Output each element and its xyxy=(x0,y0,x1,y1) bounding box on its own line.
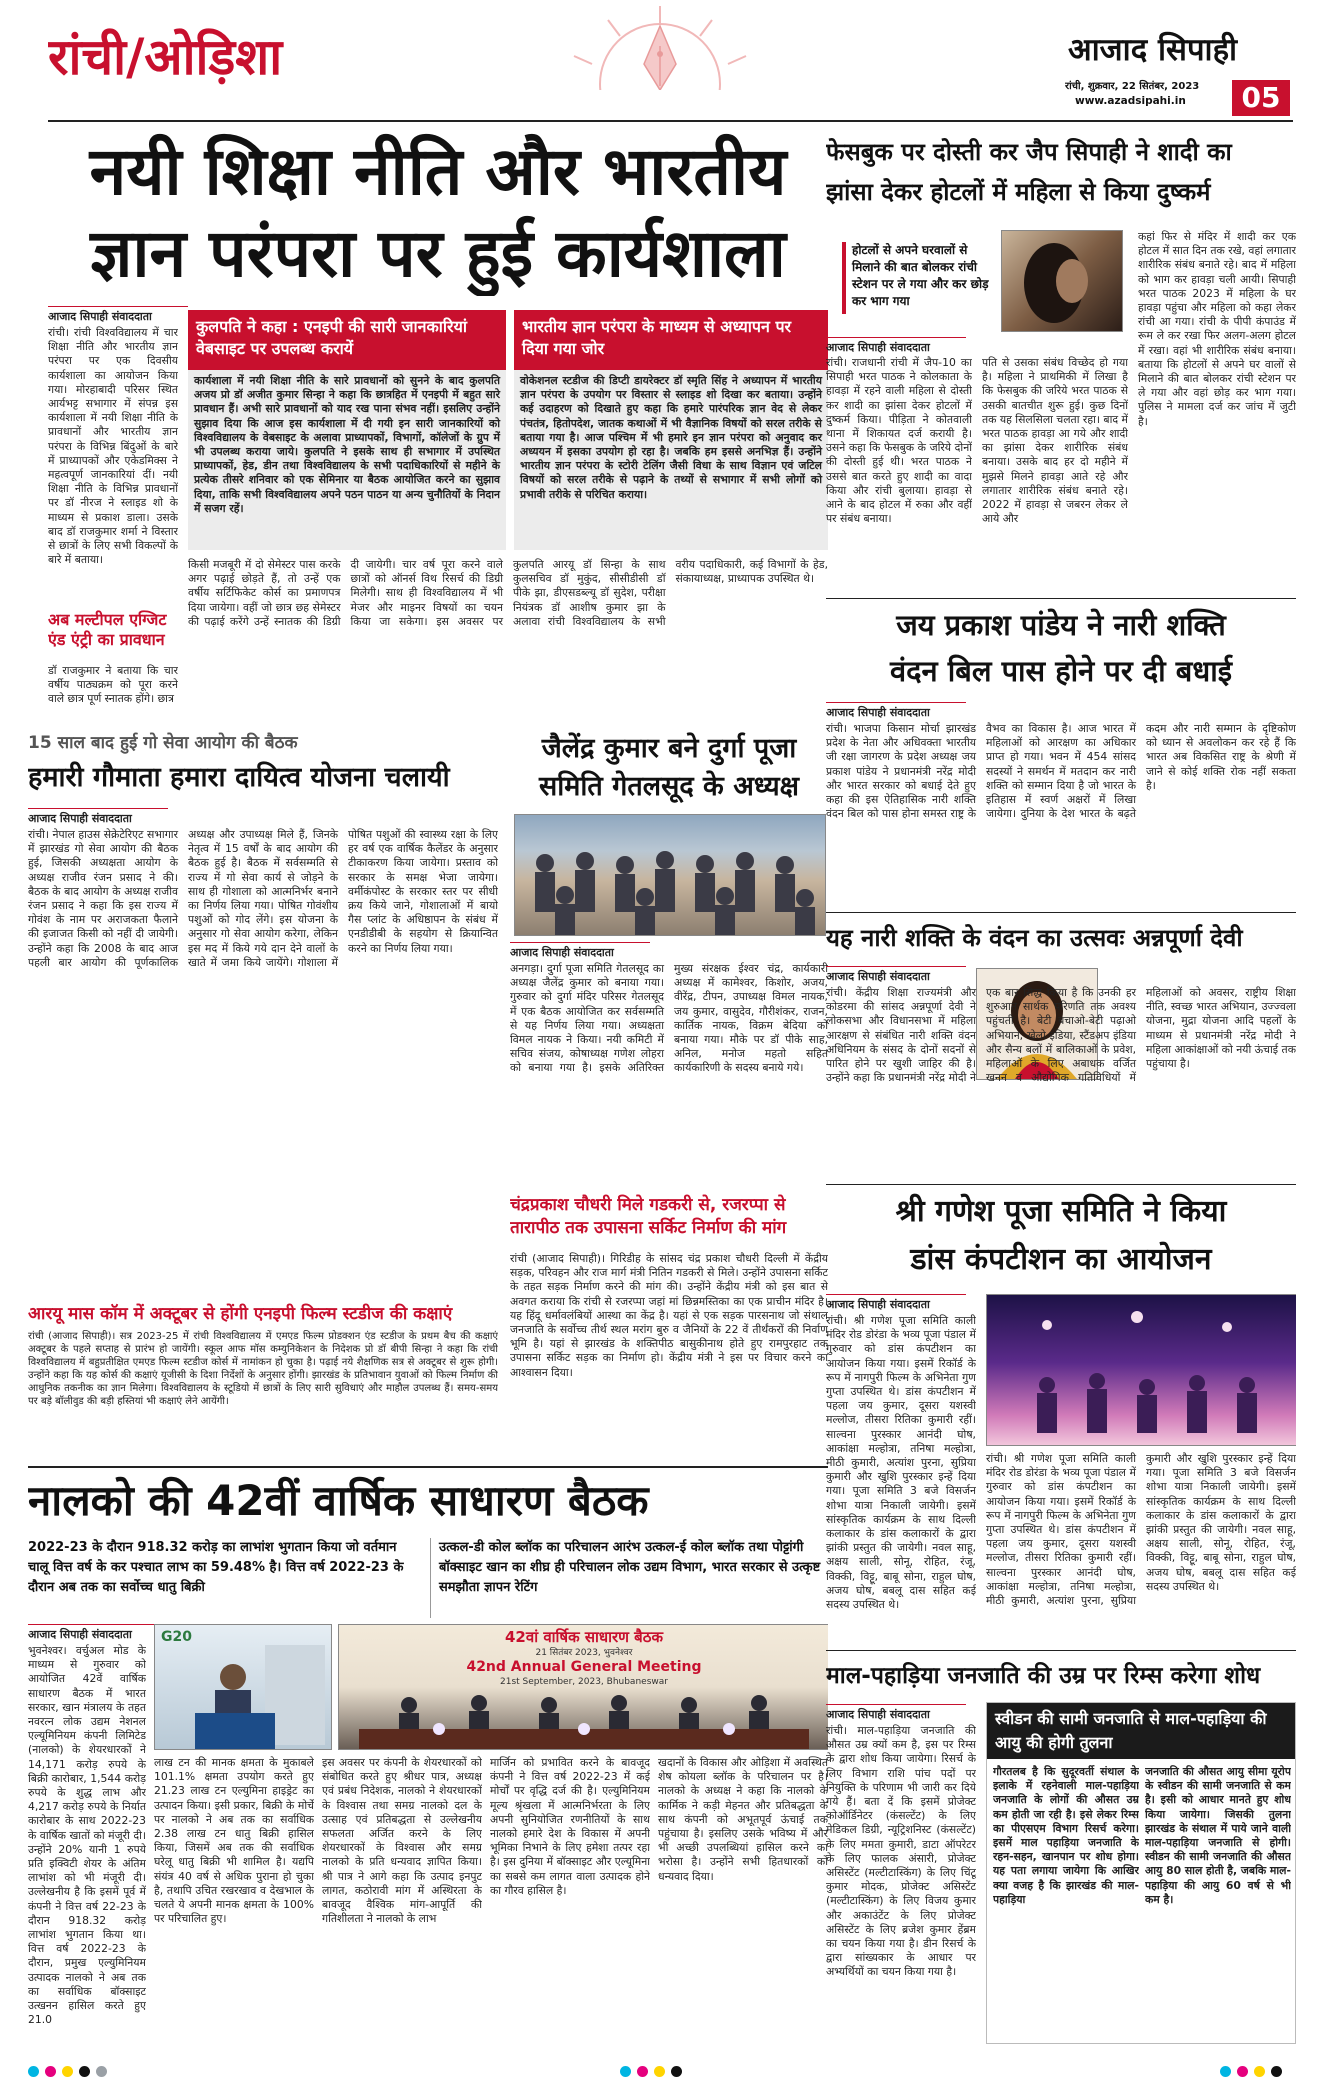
reg-dot xyxy=(45,2066,56,2077)
nalco-col3: इस अवसर पर कंपनी के शेयरधारकों को संबोधित करते हुए श्रीधर पात्र, अध्यक्ष एवं प्रबंध निदेशक, नालको ने शेयरधारकों के विश्वास तथा समग्र नालको दल के उत्साह एवं प्रतिबद्धता से उल्लेखनीय सफलता अर्जित करने के लिए शेयरधारकों के विश्वास और समग्र नालको के प्रति धन्यवाद ज्ञापित किया। श्री पात्र ने आगे कहा कि उत्पाद इनपुट लागत, कठोरावी मांग में अस्थिरता के बावजूद वैश्विक मांग-आपूर्ति की गतिशीलता ने नालको के लाभ xyxy=(322,1756,482,1926)
ganesh-stage-photo xyxy=(986,1294,1296,1446)
nalco-top-divider xyxy=(28,1466,828,1468)
ganesh-headline-line2: डांस कंपटीशन का आयोजन xyxy=(910,1242,1212,1277)
reg-dot xyxy=(28,2066,39,2077)
lead-headline-line2: ज्ञान परंपरा पर हुई कार्यशाला xyxy=(90,215,786,292)
nalco-col5: खदानों के विकास और ओड़िशा में अवस्थित शेष कोयला ब्लॉक के परिचालन पर है। नालको के अध्यक्ष ने कहा कि नालको के कार्मिक ने कड़ी मेहनत और प्रतिबद्धता के साथ कंपनी को अभूतपूर्व ऊंचाई तक पहुंचाया है। इसलिए उसके भविष्य में और भी अच्छी उपलब्धियां हासिल करने का भरोसा है। उन्होंने सभी हितधारकों को धन्यवाद दिया। xyxy=(658,1756,828,1883)
ganesh-text: रांची। श्री गणेश पूजा समिति काली मंदिर रोड डोरंडा के भव्य पूजा पंडाल में गुरुवार को डांस कंपटीशन का आयोजन किया गया। इसमें रिकॉर्ड के रूप में नागपुरी फिल्म के अभिनेता गुण गुप्ता उपस्थित थे। डांस कंपटीशन में पहला जय कुमार, दूसरा यशस्वी मल्लोज, तीसरा रितिका कुमारी रहीं। साल्वना पुरस्कार आनंदी घोष, आकांक्षा मल्होत्रा, तनिषा मल्होत्रा, मीठी कुमारी, अत्यांश पुरना, सुप्रिया कुमारी और खुशि पुरस्कार इन्हें दिया गया। पूजा समिति 3 बजे विसर्जन शोभा यात्रा निकाली जायेगी। इसमें सांस्कृतिक कार्यक्रम के साथ दिल्ली कलाकार के डांस कलाकारों के द्वारा झांकी प्रस्तुत की जायेगी। नवल साहू, अक्षय साली, सोनू, रोहित, रंजू, विक्की, विट्टू, बाबू सोना, राहुल घोष, अजय घोष, बबलू दास सहित कई सदस्य उपस्थित थे। xyxy=(826,1314,976,1612)
jailendra-text: अनगड़ा। दुर्गा पूजा समिति गेतलसूद का अध्यक्ष जैलेंद्र कुमार को बनाया गया। गुरुवार को दुर्गा मंदिर परिसर गेतलसूद में एक बैठक आयोजित कर सर्वसम्मति से यह निर्णय लिया गया। अध्यक्षता विमल नायक ने किया। नयी कमिटी में सचिव संजय, कोषाध्यक्ष गणेश लोहरा को बनाया गया है। इसके अतिरिक्त मुख्य संरक्षक ईश्वर चंद्र, कार्यकारी अध्यक्ष में कामेश्वर, किशोर, अजय, वीरेंद्र, टीपन, उपाध्यक्ष विमल नायक, जय कुमार, वासुदेव, गौरीशंकर, राजन, कार्तिक नायक, विक्रम बेदिया को बनाया गया। मौके पर डॉ पीके साह, अनिल, मनोज महतो सहित कार्यकारिणी के सदस्य बनाये गये। xyxy=(510,962,828,1075)
agm-banner-date: 21 सितंबर 2023, भुवनेश्वर xyxy=(535,1648,633,1658)
agm-banner-english-date: 21st September, 2023, Bhubaneswar xyxy=(500,1677,668,1687)
rims-text: रांची। माल-पहाड़िया जनजाति की औसत उम्र क्यों कम है, इस पर रिम्स के द्वारा शोध किया जायेगा। रिसर्च के लिए विभाग राशि पांच पदों पर नियुक्ति के परिणाम भी जारी कर दिये गये हैं। बता दें कि इसमें प्रोजेक्ट कोऑर्डिनेटर (कंसल्टेंट) के लिए मेडिकल डिग्री, न्यूट्रिशनिस्ट (कंसल्टेंट) के लिए ममता कुमारी, डाटा ऑपरेटर के लिए फालक अंसारी, प्रोजेक्ट असिस्टेंट (मल्टीटास्किंग) के लिए चिंटू कुमार मोदक, प्रोजेक्ट असिस्टेंट (मल्टीटास्किंग) के लिए विजय कुमार और अकाउंटेंट के लिए प्रोजेक्ट असिस्टेंट के लिए ब्रजेश कुमार हेंब्रम का चयन किया गया है। डीन रिसर्च के द्वारा सांख्यकार के आधार पर अभ्यर्थियों का चयन किया गया है। xyxy=(826,1724,976,1979)
fb-story xyxy=(826,132,1296,596)
fb-byline: आजाद सिपाही संवाददाता xyxy=(826,337,966,355)
pen-nib-icon xyxy=(560,6,760,90)
film-text: रांची (आजाद सिपाही)। सत्र 2023-25 में रांची विश्वविद्यालय में एमएड फिल्म प्रोडक्शन एंड स्टडीज के प्रथम बैच की कक्षाएं अक्टूबर के पहले सप्ताह से प्रारंभ हो जायेंगी। स्कूल आफ मॉस कम्युनिकेशन के निदेशक प्रो डॉ बीपी सिन्हा ने कहा कि रांची विश्वविद्यालय में बहुप्रतीक्षित एमएड फिल्म स्टडीज कोर्स में नामांकन हो चुका है। पढ़ाई नये शैक्षणिक सत्र से अक्टूबर से शुरू होगी। उन्होंने कहा कि यह कोर्स की कक्षाएं यूजीसी के दिशा निर्देशों के अनुसार होंगी। झारखंड के प्रतिभावान युवाओं को फिल्म निर्माण की आधुनिक तकनीक का ज्ञान मिलेगा। विश्वविद्यालय के स्टूडियो में छात्रों के लिए सारी सुविधाएं और माहौल उपलब्ध हैं। समय-समय पर बड़े बॉलीवुड की बड़ी हस्तियां भी कक्षाएं लेने आयेंगी। xyxy=(28,1331,498,1407)
registration-dots-right xyxy=(1220,2066,1282,2077)
nalco-deck-right: उत्कल-डी कोल ब्लॉक का परिचालन आरंभ उत्कल-ई कोल ब्लॉक तथा पोट्टांगी बॉक्साइट खान का शीघ्र ही परिचालन लोक उद्यम विभाग, भारत सरकार से उत्कृष्ट समझौता ज्ञापन रेटिंग xyxy=(430,1538,828,1618)
reg-dot xyxy=(1271,2066,1282,2077)
right-divider-4 xyxy=(826,1650,1296,1651)
ganesh-story xyxy=(826,1188,1296,1648)
rims-inset-head: स्वीडन की सामी जनजाति से माल-पहाड़िया की आयु की होगी तुलना xyxy=(987,1703,1296,1759)
right-divider-1 xyxy=(826,598,1296,599)
gadkari-text: रांची (आजाद सिपाही)। गिरिडीह के सांसद चंद्र प्रकाश चौधरी दिल्ली में केंद्रीय सड़क, परिवहन और राज मार्ग मंत्री नितिन गडकरी से मिले। उन्होंने उपासना सर्किट के तहत सड़क निर्माण करने की मांग की। उन्होंने केंद्रीय मंत्री को इस बात से अवगत कराया कि रांची से रजरप्पा जहां मां छिन्नमस्तिका का एक प्राचीन मंदिर है। यह हिंदू धर्मावलंबियों आस्था का केंद्र है। यहां से एक सड़क पारसनाथ जो संथाल जनजाति के सर्वोच्च तीर्थ स्थल मरांग बुरु व जैनियों के 22 वें तीर्थंकरों की निर्वाण भूमि है। यहां से झारखंड के शक्तिपीठ बासुकीनाथ होते हुए रामपुरहाट तक उपासना सर्किट सड़क का निर्माण हो। केंद्रीय मंत्री ने इस पर विचार करने का आश्वासन दिया। xyxy=(510,1252,828,1379)
right-divider-3 xyxy=(826,1184,1296,1185)
lead-story xyxy=(48,130,828,730)
nalco-deck-left: 2022-23 के दौरान 918.32 करोड़ का लाभांश भुगतान किया जो वर्तमान चालू वित्त वर्ष के कर पश्चात लाभ का 59.48% है। वित्त वर्ष 2022-23 के दौरान अब तक का सर्वोच्च धातु बिक्री xyxy=(28,1540,404,1595)
reg-dot xyxy=(654,2066,665,2077)
reg-dot xyxy=(79,2066,90,2077)
website: www.azadsipahi.in xyxy=(1075,95,1186,107)
rims-inset-text2: जनजाति की औसत आयु सीमा यूरोप के स्वीडन की सामी जनजाति से कम है। इसी को आधार मानते हुए शोध किया जायेगा। जिसकी तुलना झारखंड के संथाल में पाये जाने वाली माल-पहाड़िया जनजाति से होगी। स्वीडन की सामी जनजाति की औसत आयु 80 साल होती है, जबकि माल-पहाड़िया की आयु 60 वर्ष से भी कम है। xyxy=(1145,1765,1291,1906)
rims-inset-text1: गौरतलब है कि सुदूरवर्ती संथाल के इलाके में रहनेवाली माल-पहाड़िया जनजाति के लोगों की औसत उम्र कम होती जा रही है। इसे लेकर रिम्स का पीएसएम विभाग रिसर्च करेगा। इसमें माल पहाड़िया जनजाति के रहन-सहन, खानपान पर शोध होगा। यह पता लगाया जायेगा कि आखिर क्या वजह है कि झारखंड की माल-पहाड़िया xyxy=(993,1765,1139,1906)
jp-byline: आजाद सिपाही संवाददाता xyxy=(826,702,966,720)
nalco-photo-speaker xyxy=(154,1624,332,1750)
lead-sub-exit-entry: अब मल्टीपल एग्जिट एंड एंट्री का प्रावधान xyxy=(48,610,167,649)
gadkari-story xyxy=(510,1194,828,1464)
annapurna-text: रांची। केंद्रीय शिक्षा राज्यमंत्री और कोडरमा की सांसद अन्नपूर्णा देवी ने लोकसभा और विधानसभा में महिला आरक्षण से संबंधित नारी शक्ति वंदन अधिनियम के संसद के दोनों सदनों से पारित होने पर खुशी जाहिर की है। उन्होंने कहा कि प्रधानमंत्री नरेंद्र मोदी ने एक बार सिद्ध किया है कि उनकी हर शुरुआत सार्थक परिणति तक अवश्य पहुंचती है। बेटी बचाओ-बेटी पढ़ाओ अभियान, खेलो इंडिया, स्टैंडअप इंडिया और सैन्य बलों में बालिकाओं के प्रवेश, महिलाओं के लिए अबाधक वर्जित खनन व औद्योगिक गतिविधियों में महिलाओं को अवसर, राष्ट्रीय शिक्षा नीति, स्वच्छ भारत अभियान, उज्ज्वला योजना, मुद्रा योजना आदि पहलों के माध्यम से प्रधानमंत्री नरेंद्र मोदी ने महिला आकांक्षाओं को नयी ऊंचाई तक पहुंचाया है। xyxy=(826,986,1296,1085)
nalco-headline: नालको की 42वीं वार्षिक साधारण बैठक xyxy=(28,1476,649,1525)
rims-story xyxy=(826,1654,1296,2050)
gau-byline: आजाद सिपाही संवाददाता xyxy=(28,808,168,826)
edition-label: रांची/ओड़िशा xyxy=(48,28,283,86)
nalco-agm-banner xyxy=(338,1624,828,1750)
jailendra-byline: आजाद सिपाही संवाददाता xyxy=(510,942,650,960)
jailendra-group-photo xyxy=(514,814,826,936)
jp-headline-line1: जय प्रकाश पांडेय ने नारी शक्ति xyxy=(896,608,1226,642)
reg-dot xyxy=(637,2066,648,2077)
gau-text: रांची। नेपाल हाउस सेक्रेटेरिएट सभागार में झारखंड गो सेवा आयोग की बैठक हुई, जिसकी अध्यक्षता आयोग के अध्यक्ष राजीव रंजन प्रसाद ने की। बैठक के बाद आयोग के अध्यक्ष राजीव रंजन प्रसाद ने कहा कि इस राज्य में गोवंश के नाम पर अराजकता फैलाने की इजाजत किसी को नहीं दी जायेगी। उन्होंने कहा कि 2008 के बाद आज पहली बार आयोग की पूर्णकालिक अध्यक्ष और उपाध्यक्ष मिले हैं, जिनके नेतृत्व में 15 वर्षों के बाद आयोग की बैठक हुई है। बैठक में सर्वसम्मति से राज्य में गो सेवा कार्य से जोड़ने के साथ ही गोशाला को आत्मनिर्भर बनाने का निर्णय लिया गया। पोषित गोवंशीय पशुओं को गोद लेंगे। इस योजना के अनुसार गो सेवा आयोग करेगा, लेकिन इस मद में किये गये दान देने वालों के खाते में जमा किये जायेंगे। गोशाला में पोषित पशुओं की स्वास्थ्य रक्षा के लिए हर वर्ष एक वार्षिक कैलेंडर के अनुसार टीकाकरण किया जायेगा। प्रस्ताव को सरकार के समक्ष भेजा जायेगा। वर्मीकंपोस्ट के सरकार स्तर पर सीधी क्रय किये जाने, गोशालाओं में बायो गैस प्लांट के अधिष्ठापन के संबंध में एनडीडीबी के सहयोग से क्रियान्वित करने का निर्णय लिया गया। xyxy=(28,828,498,969)
ganesh-headline-line1: श्री गणेश पूजा समिति ने किया xyxy=(895,1194,1227,1229)
reg-dot xyxy=(1254,2066,1265,2077)
film-story xyxy=(28,1302,498,1464)
fb-col3: कहां फिर से मंदिर में शादी कर एक होटल में सात दिन तक रखे, वहां लगातार शारीरिक संबंध बनाते रहे। बाद में महिला को भाग कर हावड़ा चली आयी। सिपाही भरत पाठक 2023 में महिला के घर हावड़ा पहुंचा और महिला को कहा लेकर रांची आ गया। रांची के पीपी कंपाउंड में रूम ले कर रखा फिर अलग-अलग होटल में रखा। वहां भी शारीरिक संबंध बनाया। बताया कि होटलों से अपने घर वालों से मिलाने की बात बोलकर रांची स्टेशन पर ले गया और वहां छोड़ कर भाग गया। पुलिस ने मामला दर्ज कर जांच में जुटी है। xyxy=(1138,230,1296,428)
agm-banner-hindi: 42वां वार्षिक साधारण बैठक xyxy=(505,1628,663,1646)
agm-banner-english: 42nd Annual General Meeting xyxy=(466,1659,702,1675)
rims-headline: माल-पहाड़िया जनजाति की उम्र पर रिम्स करेगा शोध xyxy=(826,1663,1261,1689)
page-number: 05 xyxy=(1232,80,1290,116)
bhartiya-box-head: भारतीय ज्ञान परंपरा के माध्यम से अध्यापन पर दिया गया जोर xyxy=(514,310,828,370)
fb-col2: पति से उसका संबंध विच्छेद हो गया है। महिला ने प्राथमिकी में लिखा है कि फेसबुक की जरिये भरत पाठक से उसकी बातचीत शुरू हुई। कुछ दिनों तक यह सिलसिला चलता रहा। बाद में भरत पाठक हावड़ा आ गये और शादी का झांसा देकर शारीरिक संबंध बनाया। उसके बाद हर दो महीने में मुझसे मिलने हावड़ा आते रहे और लगातार शारीरिक संबंध बनाते रहे। 2022 में हावड़ा से जबरन लेकर ले आये और xyxy=(982,356,1128,526)
fb-pull-quote: होटलों से अपने घरवालों से मिलाने की बात बोलकर रांची स्टेशन पर ले गया और कर छोड़ कर भाग गया xyxy=(842,242,992,314)
nalco-story xyxy=(28,1470,828,2050)
reg-dot xyxy=(1220,2066,1231,2077)
masthead-divider xyxy=(48,120,1293,122)
jp-story xyxy=(826,602,1296,912)
fb-headline-line1: फेसबुक पर दोस्ती कर जैप सिपाही ने शादी का xyxy=(826,138,1232,166)
reg-dot xyxy=(671,2066,682,2077)
reg-dot xyxy=(1237,2066,1248,2077)
dateline: रांची, शुक्रवार, 22 सितंबर, 2023 xyxy=(1065,81,1200,92)
gau-story xyxy=(28,730,498,1300)
jp-text: रांची। भाजपा किसान मोर्चा झारखंड प्रदेश के नेता और अधिवक्ता भारतीय जी रक्षा जागरण के प्रदेश अध्यक्ष जय प्रकाश पांडेय ने प्रधानमंत्री नरेंद्र मोदी और भारत सरकार को बधाई देते हुए कहा की इस ऐतिहासिक नारी शक्ति वंदन बिल को पास होना समस्त राष्ट्र के वैभव का विकास है। आज भारत में महिलाओं को आरक्षण का अधिकार प्राप्त हो गया। भवन में 454 सांसद सदस्यों ने समर्थन में मतदान कर नारी शक्ति को सम्मान दिया है जो भारत के इतिहास में स्वर्ण अक्षरों में लिखा जायेगा। दुनिया के देश भारत के बढ़ते कदम और नारी सम्मान के दृष्टिकोण को ध्यान से अवलोकन कर रहे हैं कि भारत अब विकसित राष्ट्र के श्रेणी में जाने से कोई शक्ति रोक नहीं सकता है। xyxy=(826,722,1296,821)
gau-kicker: 15 साल बाद हुई गो सेवा आयोग की बैठक xyxy=(28,733,298,753)
lead-col-lower: किसी मजबूरी में दो सेमेस्टर पास करके अगर पढ़ाई छोड़ते हैं, तो उन्हें एक वर्षीय सर्टिफिकेट कोर्स का प्रमाणपत्र दिया जायेगा। वहीं जो छात्र छह सेमेस्टर की पढ़ाई करेंगे उन्हें स्नातक की डिग्री दी जायेगी। चार वर्ष पूरा करने वाले छात्रों को ऑनर्स विथ रिसर्च की डिग्री मिलेगी। साथ ही विश्वविद्यालय में भी मेजर और माइनर विषयों का चयन किया जा सकेगा। इस अवसर पर कुलपति आरयू डॉ सिन्हा के साथ कुलसचिव डॉ मुकुंद, सीसीडीसी डॉ पीके झा, डीएसडब्ल्यू डॉ सुदेश, परीक्षा नियंत्रक डॉ आशीष कुमार झा के अलावा रांची विश्वविद्यालय के सभी वरीय पदाधिकारी, कई विभागों के हेड, संकायाध्यक्ष, प्राध्यापक उपस्थित थे। xyxy=(188,558,828,628)
g20-label: G20 xyxy=(161,1629,192,1645)
annapurna-byline: आजाद सिपाही संवाददाता xyxy=(826,966,966,984)
bhartiya-box-text: वोकेशनल स्टडीज की डिप्टी डायरेक्टर डॉ स्मृति सिंह ने अध्यापन में भारतीय ज्ञान परंपरा के उपयोग पर विस्तार से स्लाइड शो दिखा कर बताया। उन्होंने कई उदाहरण को दिखाते हुए कहा कि हमारे पारंपरिक ज्ञान वेद से लेकर पंचतंत्र, हितोपदेश, जातक कथाओं में भी वैज्ञानिक विषयों को सरल तरीके से बताया गया है। आज पश्चिम में भी हमारे इन ज्ञान परंपरा को अनुवाद कर अध्ययन में इसका उपयोग हो रहा है। जबकि हम इससे अनभिज्ञ हैं। उन्होंने भारतीय ज्ञान परंपरा के स्टोरी टेलिंग जैसी विधा के साथ विज्ञान एवं जटिल विषयों को सरल तरीके से पढ़ाने के तथ्यों से सभागार में सभी लोगों को प्रभावी तरीके से परिचित कराया। xyxy=(514,370,828,550)
registration-dots-left xyxy=(28,2066,107,2077)
ganesh-text-cont xyxy=(986,1452,1296,1644)
jailendra-headline-line1: जैलेंद्र कुमार बने दुर्गा पूजा xyxy=(541,733,797,764)
reg-dot xyxy=(62,2066,73,2077)
lead-headline-line1: नयी शिक्षा नीति और भारतीय xyxy=(89,133,787,210)
fb-woman-photo xyxy=(1001,230,1123,332)
right-divider-2 xyxy=(826,912,1296,913)
nalco-byline: आजाद सिपाही संवाददाता xyxy=(28,1624,168,1642)
lead-byline: आजाद सिपाही संवाददाता xyxy=(48,306,188,324)
reg-dot xyxy=(620,2066,631,2077)
kulpati-box-head: कुलपति ने कहा : एनइपी की सारी जानकारियां वेबसाइट पर उपलब्ध करायें xyxy=(188,310,506,370)
nalco-col2: लाख टन की मानक क्षमता के मुकाबले 101.1% क्षमता उपयोग करते हुए 21.23 लाख टन एल्युमिना हाइड्रेट का उत्पादन किया। इसी प्रकार, बिक्री के मोर्चे पर नालको ने अब तक का सर्वाधिक 2.38 लाख टन धातु बिक्री हासिल किया, जिसमें अब तक की सर्वाधिक घरेलू धातु बिक्री भी शामिल है। यद्यपि संयंत्र 40 वर्ष से अधिक पुराना हो चुका है, तथापि उचित रखरखाव व देखभाल के चलते ये अपनी मानक क्षमता के 100% पर परिचालित हुए। xyxy=(154,1756,314,1926)
reg-dot xyxy=(96,2066,107,2077)
nalco-col1: भुवनेश्वर। वर्चुअल मोड के माध्यम से गुरुवार को आयोजित 42वें वार्षिक साधारण बैठक में भारत सरकार, खान मंत्रालय के तहत नवरत्न लोक उद्यम नेशनल एल्यूमिनियम कंपनी लिमिटेड (नालको) के शेयरधारकों ने 14,171 करोड़ रुपये के बिक्री कारोबार, 1,544 करोड़ रुपये के शुद्ध लाभ और 4,217 करोड़ रुपये के निर्यात कारोबार के साथ 2022-23 के वार्षिक खातों को मंजूरी दी। उन्होंने 20% यानी 1 रुपये प्रति इक्विटी शेयर के अंतिम लाभांश को भी मंजूरी दी। उल्लेखनीय है कि इसमें पूर्व में कंपनी ने वित्त वर्ष 22-23 के दौरान 918.32 करोड़ लाभांश भुगतान किया था। वित्त वर्ष 2022-23 के दौरान, प्रमुख एल्युमिनियम उत्पादक नालको ने अब तक का सर्वाधिक बॉक्साइट उत्खनन हासिल करते हुए 21.0 xyxy=(28,1644,146,2027)
kulpati-box-text: कार्यशाला में नयी शिक्षा नीति के सारे प्रावधानों को सुनने के बाद कुलपति अजय प्रो डॉ अजीत कुमार सिन्हा ने कहा कि छात्रहित में एनइपी में बहुत सारे प्रावधान हैं। अभी सारे प्रावधानों को याद रख पाना संभव नहीं। इसलिए उन्होंने सुझाव दिया कि आज इस कार्यशाला में दी गयी इन सारी जानकारियों को विश्वविद्यालय के वेबसाइट के अलावा प्राध्यापकों, विभागों, कॉलेजों के ग्रुप में भी उपलब्ध कराया जाये। कुलपति ने इसके साथ ही सभागार में उपस्थित प्राध्यापकों, हेड, डीन तथा विश्वविद्यालय के सभी पदाधिकारियों से महीने के प्रत्येक तीसरे शनिवार को एक सेमिनार या बैठक आयोजित करने का सुझाव दिया, ताकि सभी विश्वविद्यालय अपने पठन पाठन या अन्य चुनौतियों के निदान में सजग रहें। xyxy=(188,370,506,550)
fb-headline-line2: झांसा देकर होटलों में महिला से किया दुष्कर्म xyxy=(826,178,1211,206)
annapurna-headline: यह नारी शक्ति के वंदन का उत्सवः अन्नपूर्णा देवी xyxy=(826,924,1243,952)
rims-inset xyxy=(986,1702,1296,2044)
annapurna-story xyxy=(826,916,1296,1182)
jailendra-story xyxy=(510,730,828,1192)
jailendra-headline-line2: समिति गेतलसूद के अध्यक्ष xyxy=(539,771,799,802)
film-headline: आरयू मास कॉम में अक्टूबर से होंगी एनइपी फिल्म स्टडीज की कक्षाएं xyxy=(28,1304,453,1324)
lead-col1b: डॉ राजकुमार ने बताया कि चार वर्षीय पाठ्यक्रम को पूरा करने वाले छात्र पूर्ण स्नातक होंगे। छात्र xyxy=(48,664,178,706)
gau-headline: हमारी गौमाता हमारा दायित्व योजना चलायी xyxy=(28,762,450,793)
ganesh-byline: आजाद सिपाही संवाददाता xyxy=(826,1294,966,1312)
jp-headline-line2: वंदन बिल पास होने पर दी बधाई xyxy=(890,654,1232,688)
ganesh-text-continuation: रांची। श्री गणेश पूजा समिति काली मंदिर रोड डोरंडा के भव्य पूजा पंडाल में गुरुवार को डांस कंपटीशन का आयोजन किया गया। इसमें रिकॉर्ड के रूप में नागपुरी फिल्म के अभिनेता गुण गुप्ता उपस्थित थे। डांस कंपटीशन में पहला जय कुमार, दूसरा यशस्वी मल्लोज, तीसरा रितिका कुमारी रहीं। साल्वना पुरस्कार आनंदी घोष, आकांक्षा मल्होत्रा, तनिषा मल्होत्रा, मीठी कुमारी, अत्यांश पुरना, सुप्रिया कुमारी और खुशि पुरस्कार इन्हें दिया गया। पूजा समिति 3 बजे विसर्जन शोभा यात्रा निकाली जायेगी। इसमें सांस्कृतिक कार्यक्रम के साथ दिल्ली कलाकार के डांस कलाकारों के द्वारा झांकी प्रस्तुत की जायेगी। नवल साहू, अक्षय साली, सोनू, रोहित, रंजू, विक्की, विट्टू, बाबू सोना, राहुल घोष, अजय घोष, बबलू दास सहित कई सदस्य उपस्थित थे। xyxy=(986,1452,1296,1608)
paper-name: आजाद सिपाही xyxy=(1068,32,1238,68)
nalco-col4: मार्जिन को प्रभावित करने के बावजूद कंपनी ने वित्त वर्ष 2022-23 में कई मोर्चों पर वृद्धि दर्ज की है। एल्युमिनियम मूल्य श्रृंखला में आत्मनिर्भरता के लिए अपनी सुनियोजित रणनीतियों के साथ नालको हमारे देश के विकास में अपनी भूमिका निभाने के लिए हमेशा तत्पर रहा है। इस दुनिया में बॉक्साइट और एल्यूमिना का सबसे कम लागत वाला उत्पादक होने का गौरव हासिल है। xyxy=(490,1756,650,1897)
gadkari-headline: चंद्रप्रकाश चौधरी मिले गडकरी से, रजरप्पा से तारापीठ तक उपासना सर्किट निर्माण की मांग xyxy=(510,1195,787,1238)
rims-byline: आजाद सिपाही संवाददाता xyxy=(826,1704,966,1722)
lead-col1: रांची। रांची विश्वविद्यालय में चार शिक्षा नीति और भारतीय ज्ञान परंपरा पर एक दिवसीय कार्यशाला का आयोजन किया गया। मोरहाबादी परिसर स्थित आर्यभट्ट सभागार में संपन्न इस कार्यशाला में नयी शिक्षा नीति के प्रावधानों और भारतीय ज्ञान परंपरा के विभिन्न बिंदुओं के बारे में प्राध्यापकों और एकेडमिक्स ने महत्वपूर्ण जानकारियां दीं। नयी शिक्षा नीति के विभिन्न प्रावधानों पर डॉ नीरज ने स्लाइड शो के माध्यम से प्रकाश डाला। उसके बाद डॉ राजकुमार शर्मा ने विस्तार से छात्रों के लिए सभी विकल्पों के बारे में बताया। xyxy=(48,326,178,567)
fb-col1: रांची। राजधानी रांची में जैप-10 का सिपाही भरत पाठक ने कोलकाता के हावड़ा में रहने वाली महिला से दोस्ती कर शादी का झांसा देकर होटलों में दुष्कर्म किया। पीड़िता ने कोतवाली थाना में शिकायत दर्ज करायी है। उसने कहा कि फेसबुक के जरिये दोनों की दोस्ती हुई थी। भरत पाठक ने उससे बात करते हुए शादी का वादा किया और रांची बुलाया। हावड़ा से आने के बाद होटल में रुका और वहीं पर संबंध बनाया। xyxy=(826,356,972,526)
masthead xyxy=(0,0,1325,120)
registration-dots-center xyxy=(620,2066,682,2077)
